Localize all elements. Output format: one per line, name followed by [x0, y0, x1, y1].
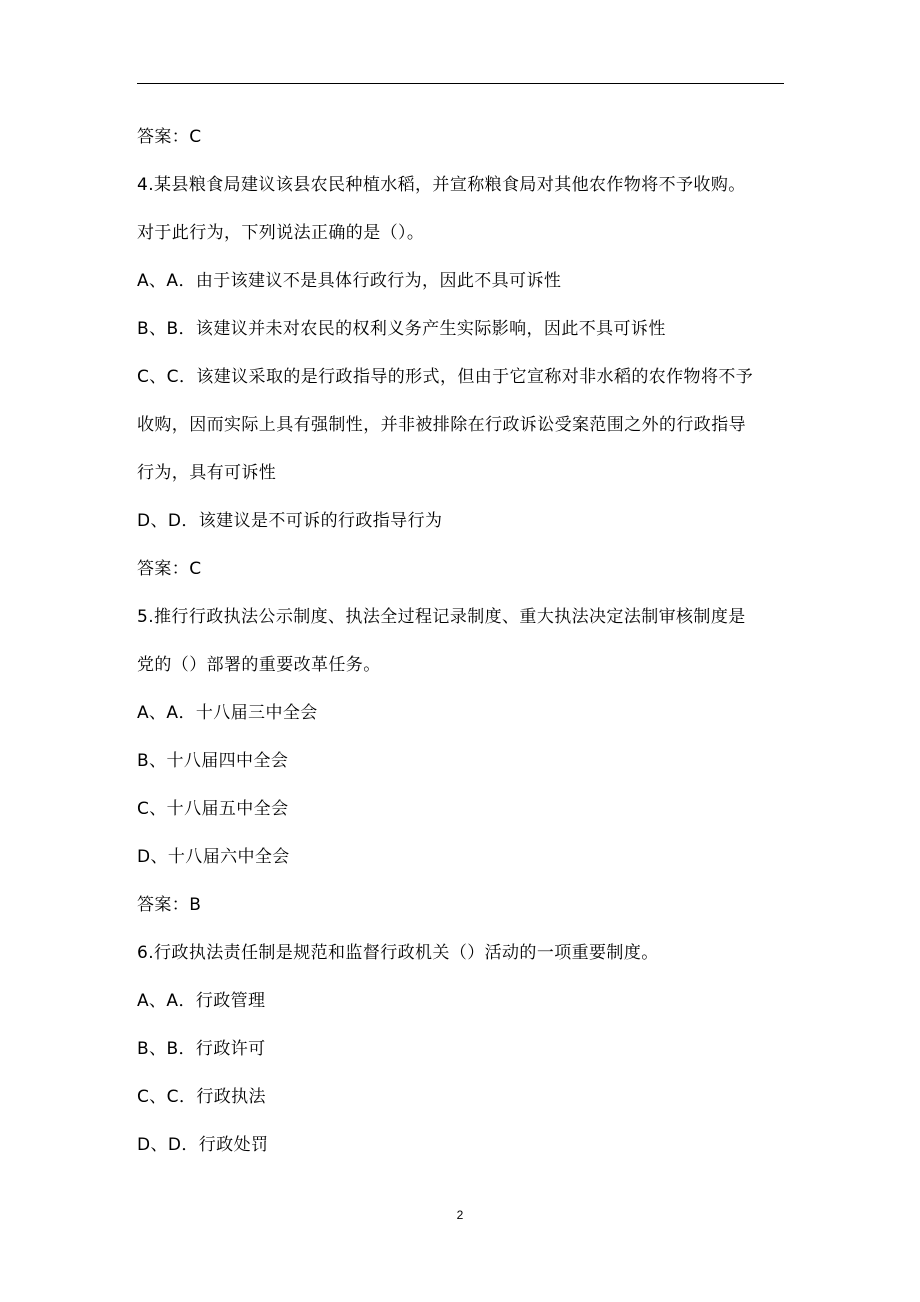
- question-4-option-d: D、D．该建议是不可诉的行政指导行为: [137, 511, 443, 531]
- question-5-option-b: B、十八届四中全会: [137, 751, 289, 771]
- question-4-answer: 答案：C: [137, 559, 202, 579]
- question-4-option-c-cont: 行为，具有可诉性: [137, 463, 277, 483]
- question-4-option-b: B、B．该建议并未对农民的权利义务产生实际影响，因此不具可诉性: [137, 319, 666, 339]
- question-6-option-a: A、A．行政管理: [137, 991, 266, 1011]
- question-5-text-cont: 党的（）部署的重要改革任务。: [137, 655, 381, 675]
- question-6-option-c: C、C．行政执法: [137, 1087, 266, 1107]
- question-4-text-cont: 对于此行为，下列说法正确的是（）。: [137, 223, 425, 243]
- document-body: [137, 113, 792, 1169]
- page-number: 2: [456, 1208, 464, 1222]
- question-4-option-c-cont: 收购，因而实际上具有强制性，并非被排除在行政诉讼受案范围之外的行政指导: [137, 415, 746, 435]
- question-5-text: 5.推行行政执法公示制度、执法全过程记录制度、重大执法决定法制审核制度是: [137, 607, 746, 627]
- answer-line: 答案：C: [137, 127, 202, 147]
- question-6-option-b: B、B．行政许可: [137, 1039, 266, 1059]
- header-rule: [137, 83, 784, 84]
- question-4-text: 4.某县粮食局建议该县农民种植水稻，并宣称粮食局对其他农作物将不予收购。: [137, 175, 746, 195]
- question-5-answer: 答案：B: [137, 895, 202, 915]
- question-4-option-a: A、A．由于该建议不是具体行政行为，因此不具可诉性: [137, 271, 562, 291]
- question-4-option-c: C、C．该建议采取的是行政指导的形式，但由于它宣称对非水稻的农作物将不予: [137, 367, 754, 387]
- question-5-option-a: A、A．十八届三中全会: [137, 703, 318, 723]
- question-6-text: 6.行政执法责任制是规范和监督行政机关（）活动的一项重要制度。: [137, 943, 659, 963]
- question-6-option-d: D、D．行政处罚: [137, 1135, 269, 1155]
- question-5-option-d: D、十八届六中全会: [137, 847, 290, 867]
- question-5-option-c: C、十八届五中全会: [137, 799, 289, 819]
